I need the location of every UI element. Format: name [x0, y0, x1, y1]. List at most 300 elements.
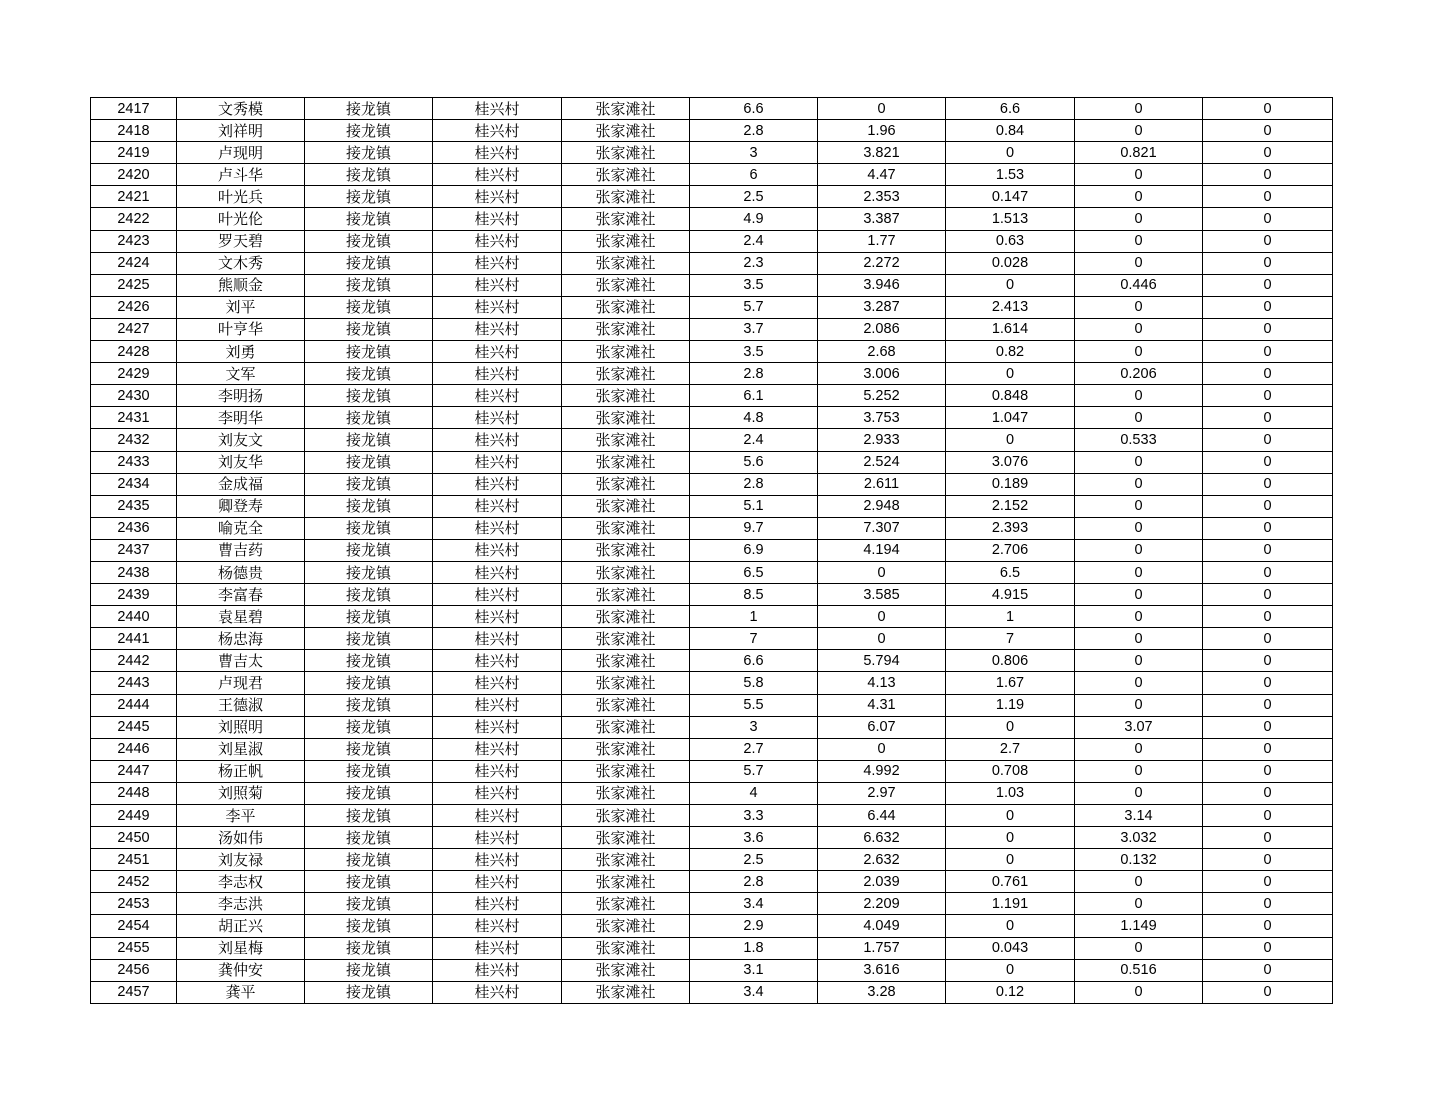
row-number-cell: 2422 [91, 208, 177, 230]
group-cell: 张家滩社 [562, 98, 690, 120]
table-row [91, 142, 1333, 164]
value-cell-2: 4.47 [818, 164, 946, 186]
name-cell: 叶光兵 [177, 186, 305, 208]
value-cell-2: 7.307 [818, 517, 946, 539]
town-cell: 接龙镇 [305, 959, 433, 981]
group-cell: 张家滩社 [562, 451, 690, 473]
name-cell: 刘照菊 [177, 782, 305, 804]
value-cell-3: 2.413 [946, 296, 1075, 318]
village-cell: 桂兴村 [433, 937, 562, 959]
town-cell: 接龙镇 [305, 318, 433, 340]
town-cell: 接龙镇 [305, 716, 433, 738]
group-cell: 张家滩社 [562, 517, 690, 539]
village-cell: 桂兴村 [433, 584, 562, 606]
village-cell: 桂兴村 [433, 827, 562, 849]
value-cell-2: 0 [818, 738, 946, 760]
row-number-cell: 2425 [91, 274, 177, 296]
village-cell: 桂兴村 [433, 164, 562, 186]
value-cell-2: 2.611 [818, 473, 946, 495]
value-cell-3: 6.5 [946, 561, 1075, 583]
value-cell-5: 0 [1203, 981, 1333, 1003]
row-number-cell: 2442 [91, 650, 177, 672]
village-cell: 桂兴村 [433, 871, 562, 893]
group-cell: 张家滩社 [562, 959, 690, 981]
group-cell: 张家滩社 [562, 341, 690, 363]
village-cell: 桂兴村 [433, 495, 562, 517]
town-cell: 接龙镇 [305, 849, 433, 871]
value-cell-2: 3.387 [818, 208, 946, 230]
value-cell-3: 1.513 [946, 208, 1075, 230]
value-cell-1: 3.1 [690, 959, 818, 981]
village-cell: 桂兴村 [433, 606, 562, 628]
table-row [91, 650, 1333, 672]
value-cell-4: 0 [1075, 186, 1203, 208]
row-number-cell: 2418 [91, 120, 177, 142]
town-cell: 接龙镇 [305, 341, 433, 363]
village-cell: 桂兴村 [433, 429, 562, 451]
town-cell: 接龙镇 [305, 672, 433, 694]
group-cell: 张家滩社 [562, 981, 690, 1003]
row-number-cell: 2429 [91, 363, 177, 385]
value-cell-2: 2.68 [818, 341, 946, 363]
group-cell: 张家滩社 [562, 893, 690, 915]
value-cell-3: 1.047 [946, 407, 1075, 429]
group-cell: 张家滩社 [562, 208, 690, 230]
group-cell: 张家滩社 [562, 606, 690, 628]
value-cell-4: 0 [1075, 650, 1203, 672]
value-cell-5: 0 [1203, 738, 1333, 760]
value-cell-4: 0 [1075, 451, 1203, 473]
value-cell-5: 0 [1203, 407, 1333, 429]
value-cell-5: 0 [1203, 650, 1333, 672]
table-row [91, 606, 1333, 628]
value-cell-3: 1 [946, 606, 1075, 628]
name-cell: 李明扬 [177, 385, 305, 407]
value-cell-4: 0 [1075, 606, 1203, 628]
name-cell: 罗天碧 [177, 230, 305, 252]
town-cell: 接龙镇 [305, 517, 433, 539]
value-cell-5: 0 [1203, 429, 1333, 451]
value-cell-4: 0 [1075, 407, 1203, 429]
village-cell: 桂兴村 [433, 385, 562, 407]
table-row [91, 782, 1333, 804]
village-cell: 桂兴村 [433, 296, 562, 318]
value-cell-4: 0 [1075, 473, 1203, 495]
value-cell-1: 6.6 [690, 650, 818, 672]
value-cell-5: 0 [1203, 274, 1333, 296]
row-number-cell: 2430 [91, 385, 177, 407]
row-number-cell: 2453 [91, 893, 177, 915]
row-number-cell: 2435 [91, 495, 177, 517]
town-cell: 接龙镇 [305, 385, 433, 407]
value-cell-3: 3.076 [946, 451, 1075, 473]
value-cell-3: 0 [946, 849, 1075, 871]
value-cell-5: 0 [1203, 782, 1333, 804]
town-cell: 接龙镇 [305, 584, 433, 606]
value-cell-1: 2.9 [690, 915, 818, 937]
table-row [91, 959, 1333, 981]
value-cell-1: 3.5 [690, 341, 818, 363]
value-cell-1: 2.8 [690, 120, 818, 142]
village-cell: 桂兴村 [433, 760, 562, 782]
value-cell-4: 0 [1075, 385, 1203, 407]
value-cell-2: 2.948 [818, 495, 946, 517]
village-cell: 桂兴村 [433, 782, 562, 804]
value-cell-3: 0.82 [946, 341, 1075, 363]
value-cell-3: 0.806 [946, 650, 1075, 672]
value-cell-5: 0 [1203, 341, 1333, 363]
value-cell-3: 4.915 [946, 584, 1075, 606]
table-row [91, 385, 1333, 407]
name-cell: 卢现明 [177, 142, 305, 164]
value-cell-1: 6 [690, 164, 818, 186]
name-cell: 曹吉药 [177, 539, 305, 561]
table-row [91, 98, 1333, 120]
value-cell-4: 0.516 [1075, 959, 1203, 981]
value-cell-5: 0 [1203, 142, 1333, 164]
name-cell: 文秀模 [177, 98, 305, 120]
value-cell-5: 0 [1203, 959, 1333, 981]
town-cell: 接龙镇 [305, 981, 433, 1003]
group-cell: 张家滩社 [562, 782, 690, 804]
value-cell-5: 0 [1203, 363, 1333, 385]
value-cell-1: 2.4 [690, 429, 818, 451]
group-cell: 张家滩社 [562, 871, 690, 893]
group-cell: 张家滩社 [562, 473, 690, 495]
value-cell-3: 6.6 [946, 98, 1075, 120]
row-number-cell: 2444 [91, 694, 177, 716]
name-cell: 李平 [177, 805, 305, 827]
data-table [90, 97, 1333, 1004]
value-cell-2: 2.039 [818, 871, 946, 893]
value-cell-5: 0 [1203, 937, 1333, 959]
value-cell-4: 0 [1075, 341, 1203, 363]
value-cell-1: 3.6 [690, 827, 818, 849]
group-cell: 张家滩社 [562, 318, 690, 340]
name-cell: 刘星梅 [177, 937, 305, 959]
value-cell-2: 4.194 [818, 539, 946, 561]
name-cell: 叶光伦 [177, 208, 305, 230]
name-cell: 龚平 [177, 981, 305, 1003]
value-cell-1: 4.8 [690, 407, 818, 429]
town-cell: 接龙镇 [305, 561, 433, 583]
value-cell-2: 2.524 [818, 451, 946, 473]
value-cell-3: 0 [946, 805, 1075, 827]
row-number-cell: 2450 [91, 827, 177, 849]
village-cell: 桂兴村 [433, 959, 562, 981]
value-cell-3: 0 [946, 716, 1075, 738]
table-row [91, 672, 1333, 694]
town-cell: 接龙镇 [305, 805, 433, 827]
value-cell-5: 0 [1203, 495, 1333, 517]
row-number-cell: 2451 [91, 849, 177, 871]
value-cell-5: 0 [1203, 208, 1333, 230]
value-cell-1: 3 [690, 716, 818, 738]
village-cell: 桂兴村 [433, 274, 562, 296]
value-cell-2: 3.946 [818, 274, 946, 296]
village-cell: 桂兴村 [433, 142, 562, 164]
group-cell: 张家滩社 [562, 363, 690, 385]
row-number-cell: 2452 [91, 871, 177, 893]
value-cell-2: 4.049 [818, 915, 946, 937]
village-cell: 桂兴村 [433, 694, 562, 716]
name-cell: 文木秀 [177, 252, 305, 274]
name-cell: 杨德贵 [177, 561, 305, 583]
value-cell-5: 0 [1203, 849, 1333, 871]
village-cell: 桂兴村 [433, 318, 562, 340]
value-cell-5: 0 [1203, 296, 1333, 318]
table-row [91, 827, 1333, 849]
village-cell: 桂兴村 [433, 208, 562, 230]
row-number-cell: 2454 [91, 915, 177, 937]
town-cell: 接龙镇 [305, 252, 433, 274]
row-number-cell: 2428 [91, 341, 177, 363]
value-cell-2: 1.96 [818, 120, 946, 142]
value-cell-2: 1.757 [818, 937, 946, 959]
value-cell-2: 0 [818, 561, 946, 583]
value-cell-1: 5.7 [690, 296, 818, 318]
group-cell: 张家滩社 [562, 495, 690, 517]
value-cell-2: 1.77 [818, 230, 946, 252]
table-row [91, 871, 1333, 893]
group-cell: 张家滩社 [562, 650, 690, 672]
value-cell-4: 0 [1075, 208, 1203, 230]
village-cell: 桂兴村 [433, 650, 562, 672]
value-cell-3: 1.614 [946, 318, 1075, 340]
row-number-cell: 2431 [91, 407, 177, 429]
name-cell: 金成福 [177, 473, 305, 495]
table-row [91, 981, 1333, 1003]
table-row [91, 495, 1333, 517]
value-cell-3: 0.043 [946, 937, 1075, 959]
value-cell-5: 0 [1203, 606, 1333, 628]
table-row [91, 760, 1333, 782]
group-cell: 张家滩社 [562, 827, 690, 849]
value-cell-2: 4.31 [818, 694, 946, 716]
value-cell-1: 2.5 [690, 849, 818, 871]
value-cell-4: 3.14 [1075, 805, 1203, 827]
value-cell-4: 3.032 [1075, 827, 1203, 849]
value-cell-4: 0.132 [1075, 849, 1203, 871]
group-cell: 张家滩社 [562, 584, 690, 606]
town-cell: 接龙镇 [305, 937, 433, 959]
village-cell: 桂兴村 [433, 628, 562, 650]
town-cell: 接龙镇 [305, 694, 433, 716]
village-cell: 桂兴村 [433, 672, 562, 694]
town-cell: 接龙镇 [305, 164, 433, 186]
row-number-cell: 2456 [91, 959, 177, 981]
town-cell: 接龙镇 [305, 606, 433, 628]
value-cell-1: 6.9 [690, 539, 818, 561]
row-number-cell: 2417 [91, 98, 177, 120]
name-cell: 李明华 [177, 407, 305, 429]
value-cell-2: 2.353 [818, 186, 946, 208]
name-cell: 叶亨华 [177, 318, 305, 340]
row-number-cell: 2437 [91, 539, 177, 561]
row-number-cell: 2420 [91, 164, 177, 186]
group-cell: 张家滩社 [562, 849, 690, 871]
name-cell: 杨正帆 [177, 760, 305, 782]
value-cell-4: 0.821 [1075, 142, 1203, 164]
value-cell-4: 0 [1075, 318, 1203, 340]
name-cell: 袁星碧 [177, 606, 305, 628]
group-cell: 张家滩社 [562, 142, 690, 164]
town-cell: 接龙镇 [305, 760, 433, 782]
value-cell-1: 5.8 [690, 672, 818, 694]
village-cell: 桂兴村 [433, 230, 562, 252]
group-cell: 张家滩社 [562, 186, 690, 208]
village-cell: 桂兴村 [433, 120, 562, 142]
table-row [91, 628, 1333, 650]
table-row [91, 738, 1333, 760]
village-cell: 桂兴村 [433, 539, 562, 561]
value-cell-4: 0 [1075, 539, 1203, 561]
name-cell: 卢斗华 [177, 164, 305, 186]
value-cell-3: 0 [946, 915, 1075, 937]
group-cell: 张家滩社 [562, 385, 690, 407]
town-cell: 接龙镇 [305, 782, 433, 804]
town-cell: 接龙镇 [305, 363, 433, 385]
value-cell-4: 0 [1075, 98, 1203, 120]
value-cell-1: 2.3 [690, 252, 818, 274]
table-row [91, 893, 1333, 915]
value-cell-2: 2.209 [818, 893, 946, 915]
group-cell: 张家滩社 [562, 915, 690, 937]
table-row [91, 164, 1333, 186]
value-cell-1: 2.8 [690, 363, 818, 385]
group-cell: 张家滩社 [562, 628, 690, 650]
value-cell-2: 3.753 [818, 407, 946, 429]
village-cell: 桂兴村 [433, 716, 562, 738]
value-cell-4: 0.206 [1075, 363, 1203, 385]
town-cell: 接龙镇 [305, 208, 433, 230]
value-cell-5: 0 [1203, 672, 1333, 694]
value-cell-4: 0 [1075, 230, 1203, 252]
group-cell: 张家滩社 [562, 230, 690, 252]
value-cell-3: 7 [946, 628, 1075, 650]
town-cell: 接龙镇 [305, 827, 433, 849]
value-cell-1: 2.7 [690, 738, 818, 760]
value-cell-4: 0 [1075, 694, 1203, 716]
village-cell: 桂兴村 [433, 893, 562, 915]
value-cell-5: 0 [1203, 760, 1333, 782]
name-cell: 喻克全 [177, 517, 305, 539]
village-cell: 桂兴村 [433, 473, 562, 495]
value-cell-5: 0 [1203, 915, 1333, 937]
value-cell-4: 3.07 [1075, 716, 1203, 738]
group-cell: 张家滩社 [562, 164, 690, 186]
row-number-cell: 2449 [91, 805, 177, 827]
village-cell: 桂兴村 [433, 561, 562, 583]
table-row [91, 539, 1333, 561]
row-number-cell: 2443 [91, 672, 177, 694]
group-cell: 张家滩社 [562, 760, 690, 782]
value-cell-3: 1.67 [946, 672, 1075, 694]
village-cell: 桂兴村 [433, 738, 562, 760]
value-cell-1: 9.7 [690, 517, 818, 539]
value-cell-1: 1 [690, 606, 818, 628]
value-cell-5: 0 [1203, 186, 1333, 208]
village-cell: 桂兴村 [433, 341, 562, 363]
table-row [91, 849, 1333, 871]
value-cell-1: 5.1 [690, 495, 818, 517]
value-cell-2: 2.086 [818, 318, 946, 340]
name-cell: 曹吉太 [177, 650, 305, 672]
town-cell: 接龙镇 [305, 915, 433, 937]
row-number-cell: 2427 [91, 318, 177, 340]
value-cell-4: 0 [1075, 252, 1203, 274]
group-cell: 张家滩社 [562, 407, 690, 429]
group-cell: 张家滩社 [562, 937, 690, 959]
row-number-cell: 2421 [91, 186, 177, 208]
row-number-cell: 2419 [91, 142, 177, 164]
value-cell-3: 0 [946, 959, 1075, 981]
value-cell-4: 0 [1075, 628, 1203, 650]
value-cell-2: 4.992 [818, 760, 946, 782]
value-cell-1: 2.8 [690, 473, 818, 495]
group-cell: 张家滩社 [562, 694, 690, 716]
value-cell-3: 0 [946, 274, 1075, 296]
value-cell-3: 0.028 [946, 252, 1075, 274]
value-cell-2: 4.13 [818, 672, 946, 694]
row-number-cell: 2436 [91, 517, 177, 539]
table-row [91, 407, 1333, 429]
group-cell: 张家滩社 [562, 805, 690, 827]
value-cell-5: 0 [1203, 451, 1333, 473]
town-cell: 接龙镇 [305, 495, 433, 517]
value-cell-2: 2.933 [818, 429, 946, 451]
name-cell: 刘友禄 [177, 849, 305, 871]
group-cell: 张家滩社 [562, 561, 690, 583]
value-cell-4: 0.446 [1075, 274, 1203, 296]
value-cell-1: 7 [690, 628, 818, 650]
value-cell-3: 2.7 [946, 738, 1075, 760]
value-cell-1: 3.4 [690, 893, 818, 915]
town-cell: 接龙镇 [305, 628, 433, 650]
group-cell: 张家滩社 [562, 274, 690, 296]
value-cell-3: 0 [946, 142, 1075, 164]
value-cell-2: 3.821 [818, 142, 946, 164]
table-row [91, 451, 1333, 473]
row-number-cell: 2455 [91, 937, 177, 959]
value-cell-2: 6.07 [818, 716, 946, 738]
value-cell-1: 2.5 [690, 186, 818, 208]
town-cell: 接龙镇 [305, 451, 433, 473]
value-cell-1: 6.5 [690, 561, 818, 583]
name-cell: 王德淑 [177, 694, 305, 716]
name-cell: 刘勇 [177, 341, 305, 363]
town-cell: 接龙镇 [305, 407, 433, 429]
value-cell-3: 2.393 [946, 517, 1075, 539]
table-row [91, 296, 1333, 318]
value-cell-3: 1.191 [946, 893, 1075, 915]
value-cell-4: 0 [1075, 517, 1203, 539]
value-cell-5: 0 [1203, 584, 1333, 606]
value-cell-4: 0 [1075, 981, 1203, 1003]
table-row [91, 186, 1333, 208]
value-cell-5: 0 [1203, 473, 1333, 495]
village-cell: 桂兴村 [433, 805, 562, 827]
village-cell: 桂兴村 [433, 407, 562, 429]
value-cell-1: 3.4 [690, 981, 818, 1003]
row-number-cell: 2433 [91, 451, 177, 473]
value-cell-2: 3.616 [818, 959, 946, 981]
row-number-cell: 2446 [91, 738, 177, 760]
name-cell: 汤如伟 [177, 827, 305, 849]
value-cell-2: 0 [818, 606, 946, 628]
value-cell-4: 0 [1075, 672, 1203, 694]
value-cell-4: 0 [1075, 782, 1203, 804]
